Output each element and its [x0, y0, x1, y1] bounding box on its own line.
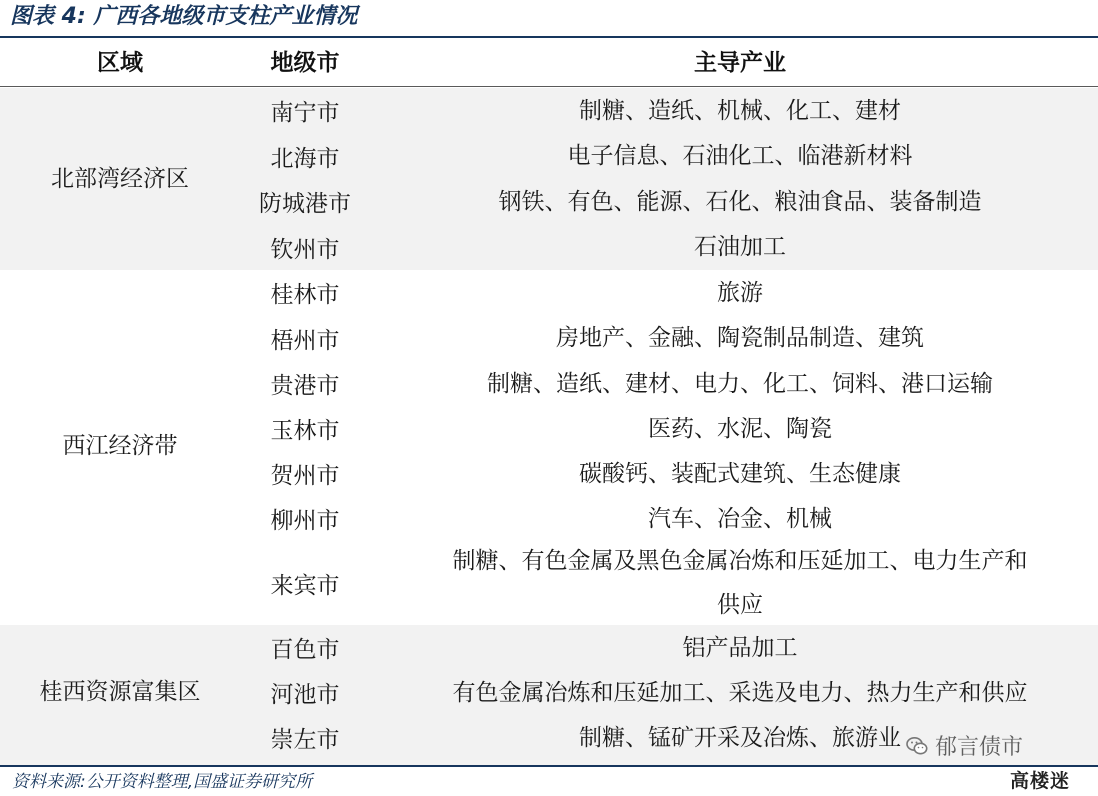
header-region: 区域 [97, 50, 143, 76]
industry-cell: 房地产、金融、陶瓷制品制造、建筑 [556, 325, 924, 351]
city-cell: 柳州市 [270, 508, 340, 534]
table-row [0, 179, 1098, 224]
watermark-account: 郁言债市 [935, 735, 1024, 760]
header-rule [0, 86, 1098, 87]
city-cell: 来宾市 [270, 572, 340, 599]
region-label-xijiang: 西江经济带 [62, 433, 178, 459]
source-note: 资料来源:公开资料整理,国盛证券研究所 [12, 772, 313, 792]
table-row [0, 625, 1098, 670]
industry-cell: 制糖、锰矿开采及冶炼、旅游业 [579, 724, 901, 751]
table-row [0, 496, 1098, 541]
industry-cell: 石油加工 [694, 234, 786, 260]
city-cell: 崇左市 [270, 727, 340, 753]
table-row [0, 541, 1098, 625]
region-label-beibuwan: 北部湾经济区 [51, 166, 189, 192]
table-row [0, 670, 1098, 715]
industry-cell: 制糖、造纸、建材、电力、化工、饲料、港口运输 [487, 370, 993, 397]
city-cell: 北海市 [270, 145, 340, 172]
wechat-icon [905, 734, 929, 758]
industry-cell: 铝产品加工 [682, 634, 798, 661]
city-cell: 防城港市 [259, 191, 351, 217]
table-row [0, 406, 1098, 451]
city-cell: 百色市 [270, 637, 340, 663]
city-cell: 贵港市 [270, 373, 340, 399]
region-label-guixi: 桂西资源富集区 [39, 679, 201, 705]
city-cell: 梧州市 [270, 327, 340, 354]
industry-cell: 钢铁、有色、能源、石化、粮油食品、装备制造 [498, 188, 982, 215]
industry-cell: 有色金属冶炼和压延加工、采选及电力、热力生产和供应 [452, 679, 1028, 706]
header-city: 地级市 [270, 50, 340, 76]
site-watermark: 高楼迷 [1010, 770, 1071, 792]
table-row [0, 270, 1098, 315]
table-row [0, 451, 1098, 496]
industry-cell: 制糖、造纸、机械、化工、建材 [579, 97, 901, 124]
city-cell: 南宁市 [270, 100, 340, 126]
industry-cell: 电子信息、石油化工、临港新材料 [567, 143, 913, 169]
table-row [0, 133, 1098, 179]
figure-title: 图表 4: 广西各地级市支柱产业情况 [10, 4, 358, 29]
bottom-rule [0, 765, 1098, 767]
city-cell: 玉林市 [270, 418, 340, 444]
city-cell: 钦州市 [270, 236, 340, 263]
city-cell: 桂林市 [270, 282, 340, 308]
table-row [0, 224, 1098, 270]
header-industry: 主导产业 [694, 50, 786, 76]
table-row [0, 361, 1098, 406]
industry-cell: 碳酸钙、装配式建筑、生态健康 [579, 460, 901, 487]
table-row [0, 88, 1098, 133]
table-row [0, 315, 1098, 361]
industry-cell: 汽车、冶金、机械 [648, 505, 832, 532]
wechat-watermark [905, 730, 1023, 761]
top-rule [0, 36, 1098, 38]
city-cell: 河池市 [270, 682, 340, 708]
city-cell: 贺州市 [270, 463, 340, 489]
industry-cell: 旅游 [717, 279, 763, 306]
industry-cell: 医药、水泥、陶瓷 [648, 415, 832, 442]
industry-cell: 制糖、有色金属及黑色金属冶炼和压延加工、电力生产和 供应 [452, 548, 1028, 618]
